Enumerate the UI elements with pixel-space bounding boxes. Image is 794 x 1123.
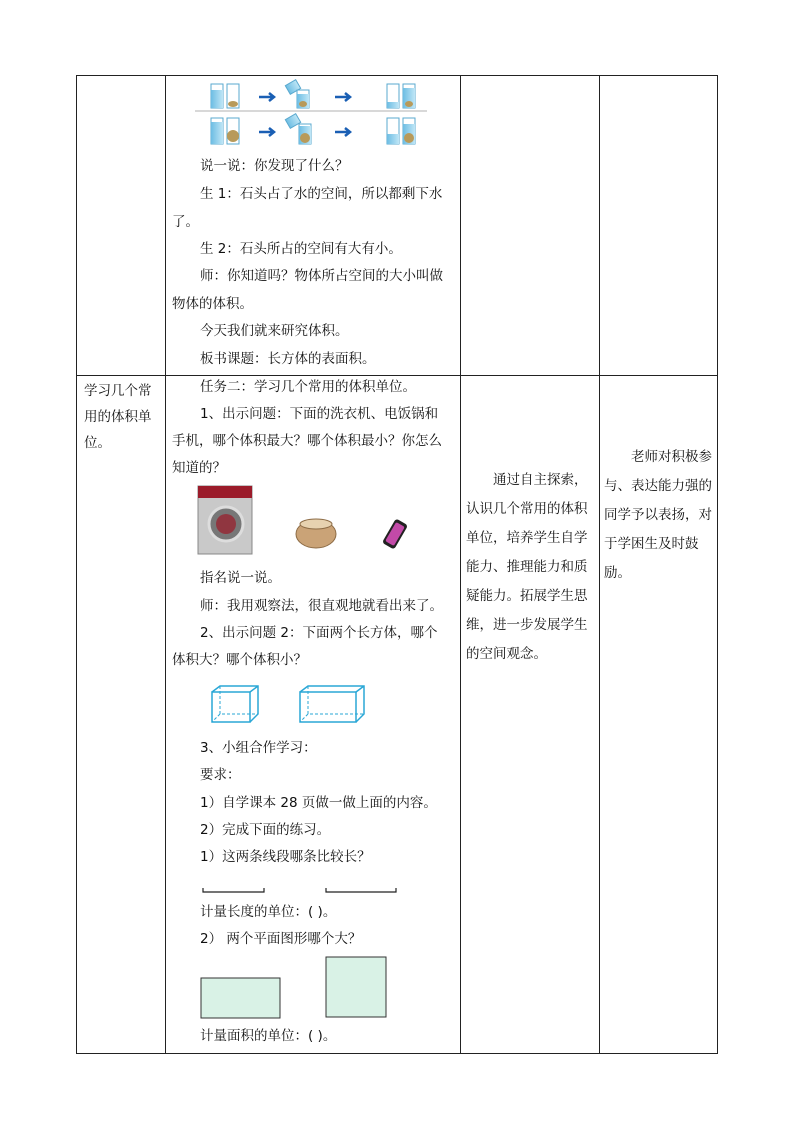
- text-line: 1）这两条线段哪条比较长？: [200, 849, 371, 865]
- evaluation-cell: 老师对积极参与、表达能力强的同学予以表扬，对于学困生及时鼓励。: [604, 449, 712, 581]
- area-question: 2） 两个平面图形哪个大？: [200, 931, 362, 947]
- plane-figures-illustration: [200, 956, 390, 1020]
- text-line: 3、小组合作学习：: [200, 740, 317, 756]
- design-intent-cell: 通过自主探索，认识几个常用的体积单位，培养学生自学能力、推理能力和质疑能力。拓展学生思维，进一步发展学生的空间观念。: [466, 472, 588, 662]
- topic-cell: 学习几个常用的体积单位。: [84, 383, 152, 451]
- text-line: 说一说：你发现了什么？: [200, 158, 349, 174]
- text-line: 任务二：学习几个常用的体积单位。: [200, 379, 416, 395]
- text-line: 要求：: [200, 767, 241, 783]
- cuboids-illustration: [210, 684, 370, 724]
- length-unit-prompt: 计量长度的单位：( )。: [200, 904, 337, 920]
- appliances-illustration: [196, 484, 426, 556]
- text-line: 手机，哪个体积最大？哪个体积最小？你怎么: [172, 433, 442, 449]
- text-line: 师：你知道吗？物体所占空间的大小叫做: [200, 268, 443, 284]
- text-line: 1）自学课本 28 页做一做上面的内容。: [200, 795, 437, 811]
- text-line: 物体的体积。: [172, 296, 253, 312]
- text-line: 知道的？: [172, 460, 226, 476]
- text-line: 2、出示问题 2：下面两个长方体，哪个: [200, 625, 438, 641]
- text-line: 生 2：石头所占的空间有大有小。: [200, 241, 402, 257]
- water-displacement-illustration: [195, 80, 435, 146]
- text-line: 师：我用观察法，很直观地就看出来了。: [200, 598, 443, 614]
- text-line: 1、出示问题：下面的洗衣机、电饭锅和: [200, 406, 439, 422]
- text-line: 今天我们就来研究体积。: [200, 323, 349, 339]
- area-unit-prompt: 计量面积的单位：( )。: [200, 1028, 337, 1044]
- text-line: 了。: [172, 214, 199, 230]
- text-line: 板书课题：长方体的表面积。: [200, 351, 376, 367]
- text-line: 2）完成下面的练习。: [200, 822, 331, 838]
- line-segments-illustration: [200, 885, 400, 895]
- text-line: 指名说一说。: [200, 570, 281, 586]
- text-line: 体积大？哪个体积小？: [172, 652, 307, 668]
- text-line: 生 1：石头占了水的空间，所以都剩下水: [200, 186, 443, 202]
